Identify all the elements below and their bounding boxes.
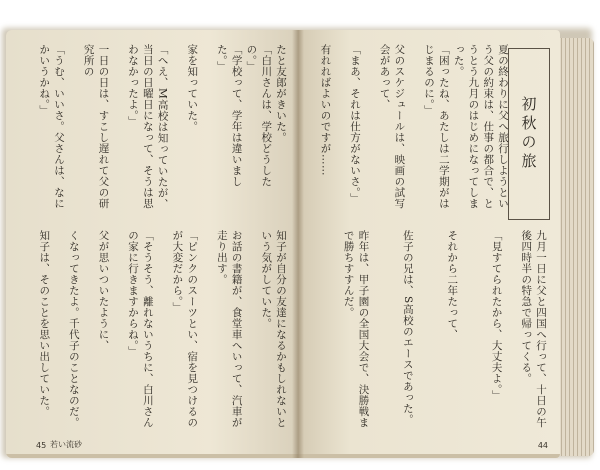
left-page-lower-text: 知子が自分の友達になるかもしれないという気がしていた。 お話の書籍が、食堂車へいって、汽車が走り出す。 「ピンクのスーツとい、宿を見つけるのが大変だから。」 「そうそう、離れないうちに、白川さんの家に行きますからね。」 父が思いついたように、 くなってきたよ。千代子のことなのだ。 知子は、そのことを思い出していた。 [38, 230, 287, 428]
left-folio-number: 45 [36, 441, 47, 450]
right-page [298, 30, 560, 458]
left-folio-title: 若い流砂 [50, 440, 82, 449]
right-page-edge [298, 454, 560, 458]
left-page [6, 30, 298, 458]
right-page-lower-text: 九月一日に父と四国へ行って、十日の午後四時半の特急で帰ってくる。 「見すてられたから、大丈夫よ。」 それから二年たって、 佐子の兄は、S高校のエースであった。 昨年は、甲子園の全国大会で、決勝戦まで勝ちすすんだ。 [342, 230, 547, 428]
chapter-title: 初秋の旅 [519, 96, 538, 172]
right-page-upper-text: 夏の終わりに父へ旅行しようという父の約束は、仕事の都合で、とうとう九月のはじめになってしまった。 「困ったね、あたしは二学期がはじまるのに。」 父のスケジュールは、映画の試写会があって、 「まあ、それは仕方がないさ。」 有れればよいのですが…… [319, 44, 509, 209]
book-gutter [292, 30, 304, 458]
right-folio-number: 44 [537, 441, 548, 450]
left-page-edge [6, 454, 298, 458]
left-page-upper-text: たと友郎がきいた。 「白川さんは、学校どうしたの。」 「学校って、学年は違いました。」 家を知っていた。 「へえ、M高校は知っていたが、当日の日曜日になって、そうは思わなかったよ。」 一日の日は、すこし遅れて父の研究所の 「うむ、いいさ。父さんは、なにかいうかね。」 [38, 44, 287, 210]
page-stack-edges [554, 38, 594, 456]
chapter-title-box [508, 48, 550, 220]
